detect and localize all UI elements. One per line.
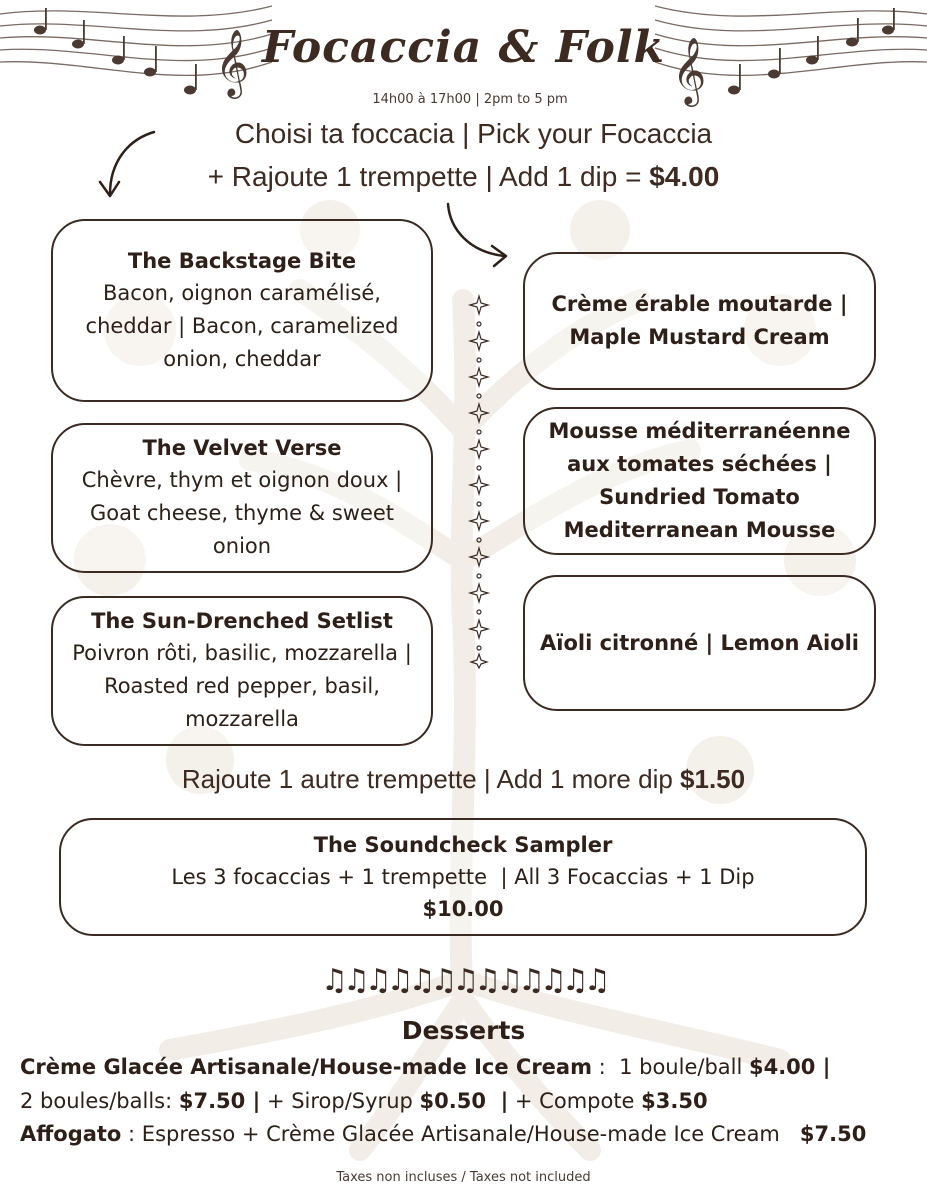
pick-focaccia-heading: Choisi ta foccacia | Pick your Focaccia — [234, 118, 713, 149]
hours-text: 14h00 à 17h00 | 2pm to 5 pm — [372, 92, 568, 107]
dip-card-maple-mustard — [523, 252, 876, 390]
music-notes-divider: ♫♫♫♫♫♫♫♫♫♫♫♫♫ — [321, 963, 606, 998]
syrup-text: + Sirop/Syrup — [260, 1089, 420, 1113]
focaccia-name: The Sun-Drenched Setlist — [91, 609, 393, 633]
sparkle-divider-decoration — [466, 292, 492, 670]
dip-name: Aïoli citronné | Lemon Aioli — [540, 630, 859, 655]
sampler-price: $10.00 — [422, 896, 504, 921]
focaccia-description: Chèvre, thym et oignon doux | Goat cheese, thyme & sweet onion — [81, 468, 403, 558]
svg-text:𝄞: 𝄞 — [672, 36, 707, 104]
add-dip-text: + Rajoute 1 trempette | Add 1 dip = — [207, 161, 650, 192]
menu-title: Focaccia & Folk — [261, 22, 666, 73]
dip-name: Crème érable moutarde | Maple Mustard Cream — [551, 292, 848, 349]
focaccia-name: The Backstage Bite — [127, 248, 357, 273]
add-dip-price: $4.00 — [649, 161, 720, 192]
icecream-one-price: $4.00 | — [748, 1055, 831, 1079]
add-more-dip-text: Rajoute 1 autre trempette | Add 1 more dip — [181, 764, 681, 794]
focaccia-card-velvet-verse — [51, 423, 433, 573]
desserts-heading: Desserts — [401, 1016, 526, 1045]
focaccia-description: Poivron rôti, basilic, mozzarella | Roasted red pepper, basil, mozzarella — [72, 641, 412, 731]
icecream-name: Crème Glacée Artisanale/House-made Ice Cream — [20, 1055, 592, 1079]
svg-text:𝄞: 𝄞 — [215, 28, 250, 96]
compote-text: + Compote — [508, 1089, 642, 1113]
sampler-name: The Soundcheck Sampler — [313, 832, 613, 857]
dessert-icecream-line — [20, 1055, 830, 1079]
dip-card-lemon-aioli — [523, 575, 876, 711]
focaccia-card-backstage-bite — [51, 219, 433, 402]
focaccia-name: The Velvet Verse — [142, 436, 342, 460]
dip-name: Mousse méditerranéenne aux tomates séchées | Sundried Tomato Mediterranean Mousse — [548, 419, 851, 542]
icecream-two-text: 2 boules/balls: — [20, 1089, 179, 1113]
curved-arrow-left-icon — [92, 128, 162, 203]
add-more-dip-price: $1.50 — [680, 764, 746, 794]
curved-arrow-right-icon — [440, 200, 515, 270]
sampler-description: Les 3 focaccias + 1 trempette | All 3 Focaccias + 1 Dip — [171, 864, 755, 889]
dessert-options-line — [20, 1089, 708, 1113]
compote-price: $3.50 — [641, 1089, 708, 1113]
affogato-description: : Espresso + Crème Glacée Artisanale/House-made Ice Cream — [121, 1122, 800, 1146]
icecream-two-price: $7.50 | — [178, 1089, 261, 1113]
affogato-price: $7.50 — [799, 1122, 867, 1146]
dip-card-sundried-tomato — [523, 407, 876, 555]
dessert-affogato-line — [20, 1122, 866, 1146]
add-more-dip-line — [0, 764, 927, 795]
icecream-one-text: : 1 boule/ball — [591, 1055, 749, 1079]
taxes-note: Taxes non incluses / Taxes not included — [336, 1170, 591, 1185]
sampler-card — [59, 818, 867, 936]
focaccia-description: Bacon, oignon caramélisé, cheddar | Bacon, caramelized onion, cheddar — [85, 280, 399, 371]
syrup-price: $0.50 | — [419, 1089, 509, 1113]
affogato-name: Affogato — [20, 1122, 122, 1146]
focaccia-card-sun-drenched-setlist — [51, 596, 433, 746]
